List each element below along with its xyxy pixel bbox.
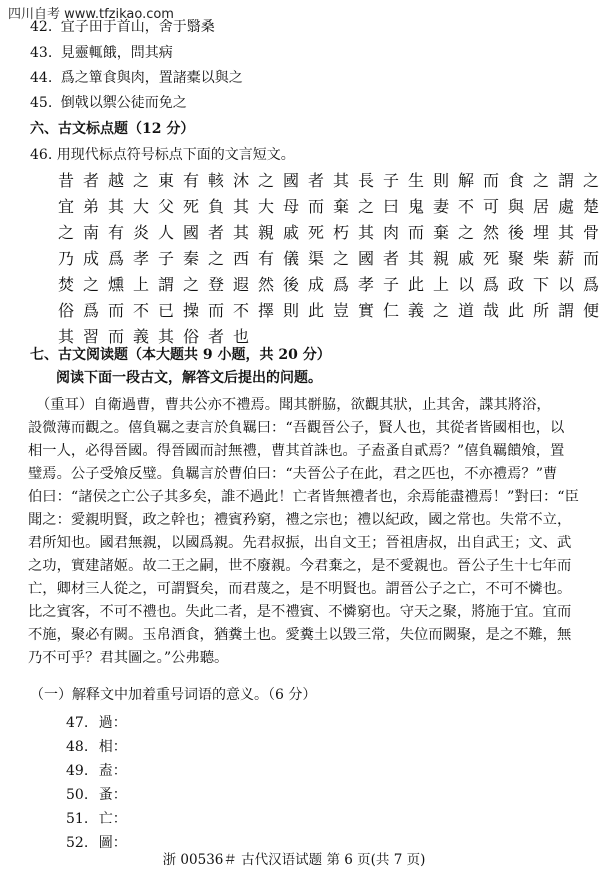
grid-char: 埋 — [533, 223, 550, 242]
grid-char: 子 — [383, 171, 400, 190]
grid-char: 之 — [58, 223, 75, 242]
item-text: 宜子田于首山，舍于翳桑 — [60, 19, 215, 35]
grid-char: 負 — [208, 197, 225, 216]
grid-char: 昔 — [58, 171, 75, 190]
grid-char: 其 — [333, 171, 350, 190]
grid-char: 大 — [133, 197, 150, 216]
grid-char: 棄 — [433, 223, 450, 242]
grid-char: 後 — [508, 223, 525, 242]
grid-char: 則 — [283, 301, 300, 320]
grid-char: 孝 — [358, 275, 375, 294]
grid-char: 而 — [583, 249, 600, 268]
grid-char: 而 — [108, 301, 125, 320]
grid-char: 死 — [183, 197, 200, 216]
grid-char: 乃 — [58, 249, 75, 268]
grid-char: 之 — [183, 275, 200, 294]
grid-char: 渠 — [308, 249, 325, 268]
grid-char: 然 — [258, 275, 275, 294]
passage-line: 比之賓客，不可不禮也。失此二者，是不禮賓、不憐窮也。守天之聚，將施于宜。宜而 — [28, 604, 572, 620]
grid-row — [58, 220, 608, 246]
passage-line: （重耳）自衛過曹，曹共公亦不禮焉。聞其骿脇，欲觀其狀，止其舍，諜其將浴， — [36, 397, 551, 413]
grid-char: 爲 — [83, 301, 100, 320]
grid-char: 母 — [283, 197, 300, 216]
grid-char: 戚 — [458, 249, 475, 268]
grid-char: 爲 — [333, 275, 350, 294]
grid-char: 楚 — [583, 197, 600, 216]
grid-char: 者 — [308, 171, 325, 190]
grid-char: 上 — [433, 275, 450, 294]
passage-line: 乃不可乎？君其圖之。”公弗聽。 — [28, 650, 229, 666]
question-word: 亡： — [98, 811, 127, 827]
grid-char: 以 — [458, 275, 475, 294]
passage-line: 之功，實建諸姬。故二王之嗣，世不廢親。今君棄之，是不愛親也。晉公子生十七年而 — [28, 558, 572, 574]
grid-char: 沐 — [233, 171, 250, 190]
section-7-title: 七、古文阅读题（本大题共 9 小题，共 20 分） — [30, 347, 331, 363]
grid-char: 棄 — [333, 197, 350, 216]
grid-char: 所 — [533, 301, 550, 320]
question-number: 50. — [66, 787, 89, 803]
grid-char: 人 — [158, 223, 175, 242]
grid-char: 儀 — [283, 249, 300, 268]
question-51 — [66, 808, 127, 828]
grid-char: 居 — [533, 197, 550, 216]
grid-char: 可 — [483, 197, 500, 216]
grid-char: 朽 — [333, 223, 350, 242]
grid-char: 之 — [358, 197, 375, 216]
grid-char: 死 — [483, 249, 500, 268]
grid-char: 大 — [258, 197, 275, 216]
grid-char: 之 — [333, 249, 350, 268]
grid-char: 親 — [433, 249, 450, 268]
grid-char: 而 — [483, 171, 500, 190]
question-word: 過： — [98, 715, 127, 731]
page-footer: 浙 00536＃ 古代汉语试题 第 6 页(共 7 页) — [162, 852, 426, 868]
grid-char: 其 — [358, 223, 375, 242]
grid-char: 不 — [233, 301, 250, 320]
grid-char: 實 — [358, 301, 375, 320]
grid-char: 之 — [208, 249, 225, 268]
grid-row — [58, 298, 608, 324]
item-number: 44. — [30, 70, 53, 86]
grid-char: 其 — [58, 327, 75, 346]
grid-row — [58, 272, 608, 298]
grid-char: 薪 — [558, 249, 575, 268]
grid-char: 而 — [408, 223, 425, 242]
question-number: 48. — [66, 739, 89, 755]
grid-char: 便 — [583, 301, 600, 320]
item-text: 倒戟以禦公徒而免之 — [60, 95, 187, 111]
grid-char: 東 — [158, 171, 175, 190]
item-45 — [30, 94, 187, 112]
question-48 — [66, 736, 127, 756]
item-number: 43. — [30, 45, 53, 61]
grid-char: 義 — [408, 301, 425, 320]
passage-line: 伯曰：“諸侯之亡公子其多矣，誰不過此！亡者皆無禮者也，余焉能盡禮焉！”對曰：“臣 — [28, 489, 579, 505]
grid-char: 謂 — [558, 301, 575, 320]
grid-char: 柴 — [533, 249, 550, 268]
grid-char: 已 — [158, 301, 175, 320]
grid-row — [58, 194, 608, 220]
question-number: 47. — [66, 715, 89, 731]
grid-char: 國 — [283, 171, 300, 190]
grid-char: 其 — [233, 223, 250, 242]
grid-char: 下 — [533, 275, 550, 294]
section-7-instruction: 阅读下面一段古文，解答文后提出的问题。 — [56, 370, 322, 386]
grid-char: 而 — [308, 197, 325, 216]
item-44 — [30, 69, 243, 87]
grid-char: 則 — [433, 171, 450, 190]
grid-char: 國 — [183, 223, 200, 242]
grid-char: 鬼 — [408, 197, 425, 216]
grid-char: 不 — [458, 197, 475, 216]
grid-char: 之 — [458, 223, 475, 242]
grid-char: 越 — [108, 171, 125, 190]
grid-char: 其 — [108, 197, 125, 216]
grid-char: 親 — [258, 223, 275, 242]
grid-char: 成 — [308, 275, 325, 294]
question-47 — [66, 712, 127, 732]
grid-char: 戚 — [283, 223, 300, 242]
grid-char: 西 — [233, 249, 250, 268]
grid-char: 骨 — [583, 223, 600, 242]
grid-char: 爲 — [108, 249, 125, 268]
question-word: 相： — [98, 739, 127, 755]
grid-char: 之 — [583, 171, 600, 190]
grid-char: 秦 — [183, 249, 200, 268]
question-word: 蚤： — [98, 787, 127, 803]
grid-char: 俗 — [183, 327, 200, 346]
section-6-title: 六、古文标点题（12 分） — [30, 121, 195, 137]
grid-char: 登 — [208, 275, 225, 294]
grid-char: 孝 — [133, 249, 150, 268]
grid-char: 之 — [533, 171, 550, 190]
grid-char: 也 — [233, 327, 250, 346]
grid-char: 弟 — [83, 197, 100, 216]
item-number: 45. — [30, 95, 53, 111]
grid-char: 之 — [83, 275, 100, 294]
grid-char: 操 — [183, 301, 200, 320]
passage-line: 不施，聚必有闕。玉帛酒食，猶糞土也。愛糞土以毀三常，失位而闕聚，是之不難，無 — [28, 627, 572, 643]
grid-char: 南 — [83, 223, 100, 242]
grid-char: 上 — [133, 275, 150, 294]
grid-char: 子 — [383, 275, 400, 294]
grid-char: 聚 — [508, 249, 525, 268]
grid-char: 者 — [208, 327, 225, 346]
grid-char: 子 — [158, 249, 175, 268]
grid-char: 哉 — [483, 301, 500, 320]
punctuation-grid — [58, 168, 608, 350]
passage-line: 設微薄而觀之。僖負羈之妻言於負羈曰：“吾觀晉公子，賢人也，其從者皆國相也，以 — [28, 420, 565, 436]
grid-char: 與 — [508, 197, 525, 216]
grid-char: 而 — [208, 301, 225, 320]
grid-char: 食 — [508, 171, 525, 190]
grid-char: 遐 — [233, 275, 250, 294]
grid-char: 有 — [183, 171, 200, 190]
grid-char: 此 — [308, 301, 325, 320]
passage-line: 相一人，必得晉國。得晉國而討無禮，曹其首誅也。子盍蚤自貳焉？”僖負羈饋飧，置 — [28, 443, 565, 459]
grid-char: 爲 — [483, 275, 500, 294]
grid-row — [58, 246, 608, 272]
grid-char: 者 — [383, 249, 400, 268]
question-number: 51. — [66, 811, 89, 827]
grid-char: 者 — [83, 171, 100, 190]
grid-char: 成 — [83, 249, 100, 268]
grid-char: 輆 — [208, 171, 225, 190]
grid-char: 宜 — [58, 197, 75, 216]
grid-char: 習 — [83, 327, 100, 346]
grid-char: 其 — [233, 197, 250, 216]
grid-char: 而 — [108, 327, 125, 346]
grid-char: 其 — [558, 223, 575, 242]
grid-char: 豈 — [333, 301, 350, 320]
grid-char: 其 — [408, 249, 425, 268]
grid-char: 俗 — [58, 301, 75, 320]
grid-char: 然 — [483, 223, 500, 242]
grid-char: 義 — [133, 327, 150, 346]
question-49 — [66, 760, 127, 780]
grid-char: 爲 — [583, 275, 600, 294]
grid-char: 後 — [283, 275, 300, 294]
grid-char: 生 — [408, 171, 425, 190]
grid-char: 謂 — [558, 171, 575, 190]
question-word: 圖： — [98, 835, 127, 851]
grid-char: 謂 — [158, 275, 175, 294]
grid-char: 長 — [358, 171, 375, 190]
grid-char: 之 — [133, 171, 150, 190]
grid-char: 之 — [258, 171, 275, 190]
grid-char: 國 — [358, 249, 375, 268]
item-42 — [30, 18, 215, 36]
grid-char: 炎 — [133, 223, 150, 242]
grid-char: 有 — [108, 223, 125, 242]
grid-char: 仁 — [383, 301, 400, 320]
passage-line: 璧焉。公子受飧反璧。負羈言於曹伯曰：“夫晉公子在此，君之匹也，不亦禮焉？”曹 — [28, 466, 558, 482]
question-word: 盍： — [98, 763, 127, 779]
grid-char: 政 — [508, 275, 525, 294]
grid-char: 解 — [458, 171, 475, 190]
watermark: 四川自考 www.tfzikao.com — [8, 7, 174, 22]
grid-char: 死 — [308, 223, 325, 242]
question-number: 52. — [66, 835, 89, 851]
grid-char: 有 — [258, 249, 275, 268]
grid-char: 焚 — [58, 275, 75, 294]
question-46: 46. 用现代标点符号标点下面的文言短文。 — [30, 147, 295, 163]
item-43 — [30, 44, 173, 62]
sub-question-1: （一）解释文中加着重号词语的意义。（6 分） — [30, 687, 317, 703]
grid-char: 妻 — [433, 197, 450, 216]
grid-char: 擇 — [258, 301, 275, 320]
grid-char: 此 — [408, 275, 425, 294]
item-text: 見靈輒餓，問其病 — [60, 45, 173, 61]
passage-line: 君所知也。國君無親，以國爲親。先君叔振，出自文王；晉祖唐叔，出自武王；文、武 — [28, 535, 572, 551]
grid-char: 不 — [133, 301, 150, 320]
grid-char: 燻 — [108, 275, 125, 294]
grid-char: 者 — [208, 223, 225, 242]
grid-char: 曰 — [383, 197, 400, 216]
item-text: 爲之簞食與肉，置諸橐以與之 — [60, 70, 243, 86]
grid-row — [58, 168, 608, 194]
item-number: 42. — [30, 19, 53, 35]
grid-char: 處 — [558, 197, 575, 216]
grid-char: 道 — [458, 301, 475, 320]
question-50 — [66, 784, 127, 804]
grid-char: 此 — [508, 301, 525, 320]
question-number: 49. — [66, 763, 89, 779]
grid-char: 肉 — [383, 223, 400, 242]
grid-char: 之 — [433, 301, 450, 320]
passage-line: 亡，卿材三人從之，可謂賢矣，而君蔑之，是不明賢也。謂晉公子之亡，不可不憐也。 — [28, 581, 572, 597]
grid-char: 其 — [158, 327, 175, 346]
grid-char: 以 — [558, 275, 575, 294]
grid-char: 父 — [158, 197, 175, 216]
passage-line: 聞之：愛親明賢，政之幹也；禮賓矜窮，禮之宗也；禮以紀政，國之常也。失常不立， — [28, 512, 572, 528]
